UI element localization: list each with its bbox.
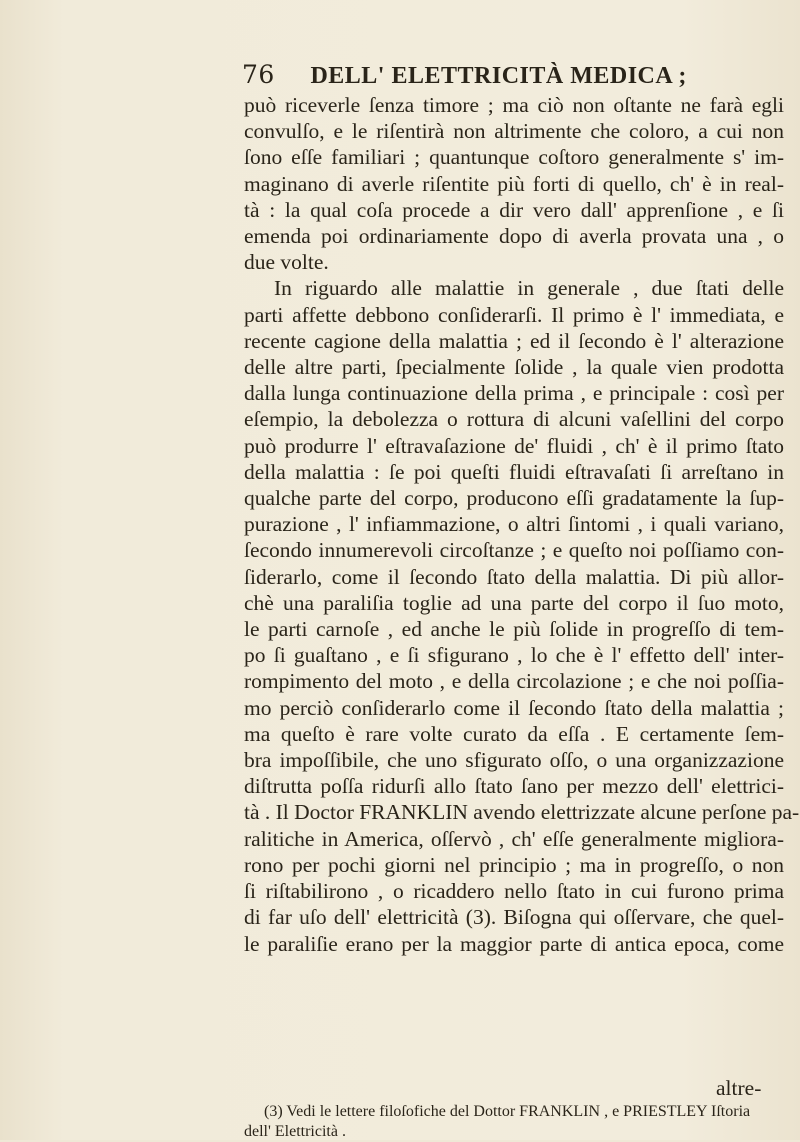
page-header xyxy=(242,60,800,90)
text-line: qualche parte del corpo, producono eſſi gradatamente la ſup- xyxy=(244,486,784,511)
text-line: di far uſo dell' elettricità (3). Biſogna qui oſſervare, che quel- xyxy=(244,905,784,930)
text-line: tà : la qual coſa procede a dir vero dall' apprenſione , e ſi xyxy=(244,197,784,222)
catchword: altre- xyxy=(716,1076,762,1100)
page-number: 76 xyxy=(242,60,275,89)
text-line: può riceverle ſenza timore ; ma ciò non oſtante ne farà egli xyxy=(244,93,784,117)
text-line: recente cagione della malattia ; ed il ſecondo è l' alterazione xyxy=(244,328,784,353)
text-line: le parti carnoſe , ed anche le più ſolide in progreſſo di tem- xyxy=(244,617,784,642)
text-line: eſempio, la debolezza o rottura di alcuni vaſellini del corpo xyxy=(244,407,784,432)
text-line: bra impoſſibile, che uno sfigurato oſſo, o una organizzazione xyxy=(244,748,784,773)
text-line: ſiderarlo, come il ſecondo ſtato della malattia. Di più allor- xyxy=(244,564,784,589)
text-line: parti affette debbono conſiderarſi. Il primo è l' immediata, e xyxy=(244,302,784,327)
text-line: ſono eſſe familiari ; quantunque coſtoro generalmente s' im- xyxy=(244,145,784,170)
text-line: delle altre parti, ſpecialmente ſolide , la quale vien prodotta xyxy=(244,355,784,380)
text-line: emenda poi ordinariamente dopo di averla provata una , o xyxy=(244,224,784,249)
text-line: ma queſto è rare volte curato da eſſa . E certamente ſem- xyxy=(244,721,784,746)
text-line: purazione , l' infiammazione, o altri ſintomi , i quali variano, xyxy=(244,512,784,537)
text-line: rompimento del moto , e della circolazione ; e che noi poſſia- xyxy=(244,669,784,694)
text-line: due volte. xyxy=(244,250,329,275)
text-line: In riguardo alle malattie in generale , due ſtati delle xyxy=(274,276,784,301)
text-line: maginano di averle riſentite più forti di quello, ch' è in real- xyxy=(244,171,784,196)
text-line: ralitiche in America, oſſervò , ch' eſſe generalmente migliora- xyxy=(244,826,784,851)
footnote-line: (3) Vedi le lettere filoſofiche del Dottor FRANKLIN , e PRIESTLEY Iſtoria xyxy=(264,1103,751,1120)
text-line: ſi riſtabilirono , o ricaddero nello ſtato in cui furono prima xyxy=(244,879,784,904)
text-line: convulſo, e le riſentirà non altrimente che coloro, a cui non xyxy=(244,119,784,144)
text-line: po ſi guaſtano , e ſi sfigurano , lo che è l' effetto dell' inter- xyxy=(244,643,784,668)
body-text xyxy=(244,92,800,957)
footnote-line: dell' Elettricità . xyxy=(244,1123,346,1140)
text-line: chè una paraliſia toglie ad una parte del corpo il ſuo moto, xyxy=(244,590,784,615)
text-line: le paraliſie erano per la maggior parte di antica epoca, come xyxy=(244,931,784,956)
text-line: diſtrutta poſſa ridurſi allo ſtato ſano per mezzo dell' elettrici- xyxy=(244,774,784,799)
text-line: può produrre l' eſtravaſazione de' fluidi , ch' è il primo ſtato xyxy=(244,433,784,458)
footnote xyxy=(244,1102,784,1142)
running-title: DELL' ELETTRICITÀ MEDICA ; xyxy=(310,63,687,89)
text-line: tà . Il Doctor FRANKLIN avendo elettrizzate alcune perſone pa- xyxy=(244,800,800,825)
text-line: della malattia : ſe poi queſti fluidi eſtravaſati ſi arreſtano in xyxy=(244,459,784,484)
text-line: rono per pochi giorni nel principio ; ma in progreſſo, o non xyxy=(244,852,784,877)
text-line: mo perciò conſiderarlo come il ſecondo ſtato della malattia ; xyxy=(244,695,784,720)
text-line: dalla lunga continuazione della prima , e principale : così per xyxy=(244,381,784,406)
text-line: ſecondo innumerevoli circoſtanze ; e queſto noi poſſiamo con- xyxy=(244,538,784,563)
